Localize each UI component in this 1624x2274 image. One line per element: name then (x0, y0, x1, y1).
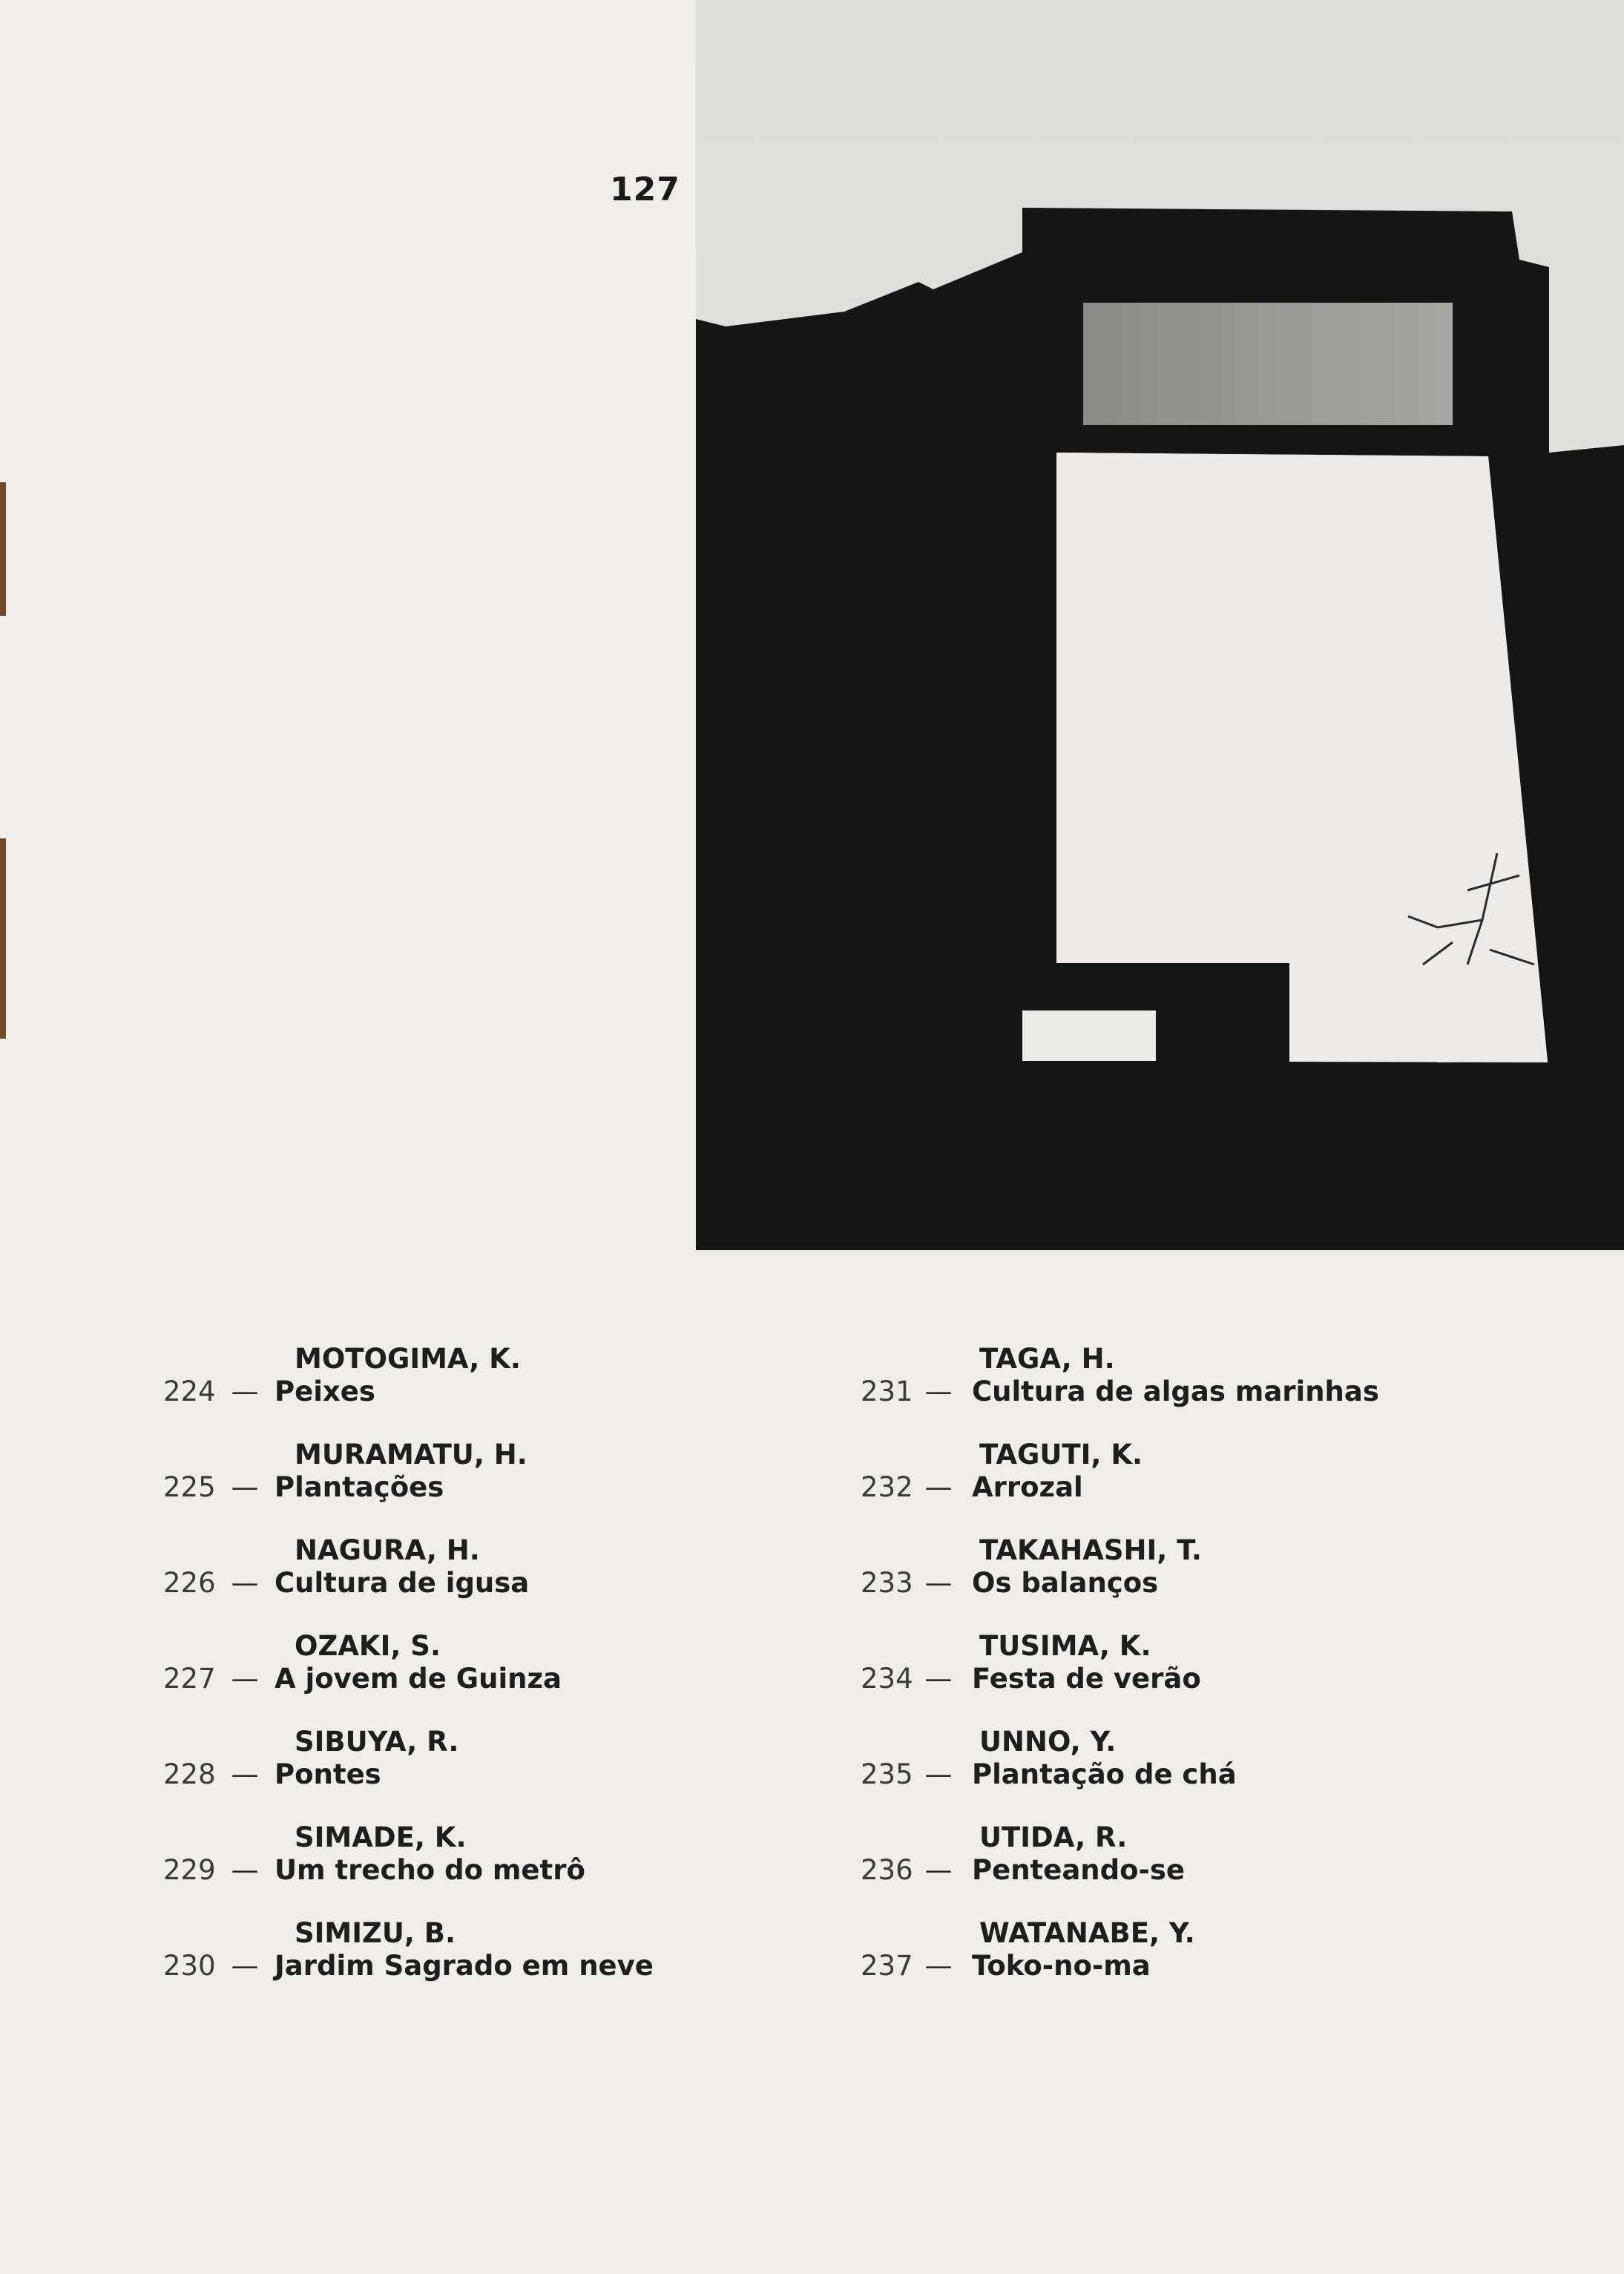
caption-entry (861, 1726, 1380, 1821)
caption-entry (861, 1439, 1380, 1534)
dash: — (231, 1663, 259, 1695)
caption-title: A jovem de Guinza (274, 1663, 562, 1695)
photographer-name: WATANABE, Y. (979, 1917, 1195, 1949)
photographer-name: SIMADE, K. (295, 1821, 467, 1853)
caption-title: Toko-no-ma (972, 1950, 1151, 1982)
caption-entry (163, 1917, 697, 2013)
dash: — (231, 1471, 259, 1503)
caption-number: 232 (861, 1471, 913, 1503)
caption-title: Pontes (274, 1758, 381, 1790)
caption-number: 233 (861, 1567, 913, 1599)
photographer-name: UNNO, Y. (979, 1726, 1117, 1758)
caption-title: Os balanços (972, 1567, 1159, 1599)
dash: — (231, 1376, 259, 1407)
caption-entry (861, 1630, 1380, 1726)
photographer-name: TUSIMA, K. (979, 1630, 1151, 1662)
caption-number: 230 (163, 1950, 216, 1982)
page-number: 127 (610, 171, 680, 208)
caption-title: Jardim Sagrado em neve (274, 1950, 654, 1982)
caption-title: Peixes (274, 1376, 375, 1407)
caption-list-left (163, 1343, 697, 2013)
caption-number: 236 (861, 1854, 913, 1886)
photographer-name: UTIDA, R. (979, 1821, 1128, 1853)
caption-title: Festa de verão (972, 1663, 1201, 1695)
photographer-name: TAGA, H. (979, 1343, 1115, 1375)
caption-number: 237 (861, 1950, 913, 1982)
dash: — (924, 1854, 953, 1886)
caption-entry (861, 1821, 1380, 1917)
dash: — (231, 1567, 259, 1599)
dash: — (231, 1854, 259, 1886)
photographer-name: MURAMATU, H. (295, 1439, 527, 1470)
photographer-name: TAGUTI, K. (979, 1439, 1143, 1470)
caption-entry (861, 1917, 1380, 2013)
dash: — (231, 1950, 259, 1982)
photograph (696, 0, 1624, 1250)
caption-title: Arrozal (972, 1471, 1083, 1503)
caption-title: Plantações (274, 1471, 444, 1503)
caption-entry (163, 1343, 697, 1439)
caption-entry (163, 1534, 697, 1630)
caption-number: 228 (163, 1758, 216, 1790)
caption-number: 229 (163, 1854, 216, 1886)
dash: — (924, 1663, 953, 1695)
photographer-name: SIBUYA, R. (295, 1726, 459, 1758)
caption-title: Plantação de chá (972, 1758, 1237, 1790)
caption-entry (861, 1534, 1380, 1630)
photographer-name: TAKAHASHI, T. (979, 1534, 1202, 1566)
photographer-name: NAGURA, H. (295, 1534, 480, 1566)
caption-title: Penteando-se (972, 1854, 1186, 1886)
caption-title: Um trecho do metrô (274, 1854, 585, 1886)
caption-number: 226 (163, 1567, 216, 1599)
caption-entry (163, 1726, 697, 1821)
dash: — (924, 1376, 953, 1407)
caption-entry (861, 1343, 1380, 1439)
caption-entry (163, 1630, 697, 1726)
caption-entry (163, 1439, 697, 1534)
dash: — (924, 1758, 953, 1790)
dash: — (924, 1567, 953, 1599)
caption-number: 235 (861, 1758, 913, 1790)
dash: — (924, 1471, 953, 1503)
photographer-name: OZAKI, S. (295, 1630, 441, 1662)
caption-number: 224 (163, 1376, 216, 1407)
caption-entry (163, 1821, 697, 1917)
dash: — (231, 1758, 259, 1790)
caption-title: Cultura de algas marinhas (972, 1376, 1379, 1407)
caption-list-right (861, 1343, 1380, 2013)
photographer-name: SIMIZU, B. (295, 1917, 456, 1949)
photo-building-silhouette-icon (696, 0, 1624, 1250)
caption-number: 227 (163, 1663, 216, 1695)
caption-number: 234 (861, 1663, 913, 1695)
binding-mark-bottom (0, 838, 6, 1039)
caption-title: Cultura de igusa (274, 1567, 530, 1599)
photographer-name: MOTOGIMA, K. (295, 1343, 521, 1375)
dash: — (924, 1950, 953, 1982)
caption-number: 231 (861, 1376, 913, 1407)
binding-mark-top (0, 482, 6, 616)
caption-number: 225 (163, 1471, 216, 1503)
